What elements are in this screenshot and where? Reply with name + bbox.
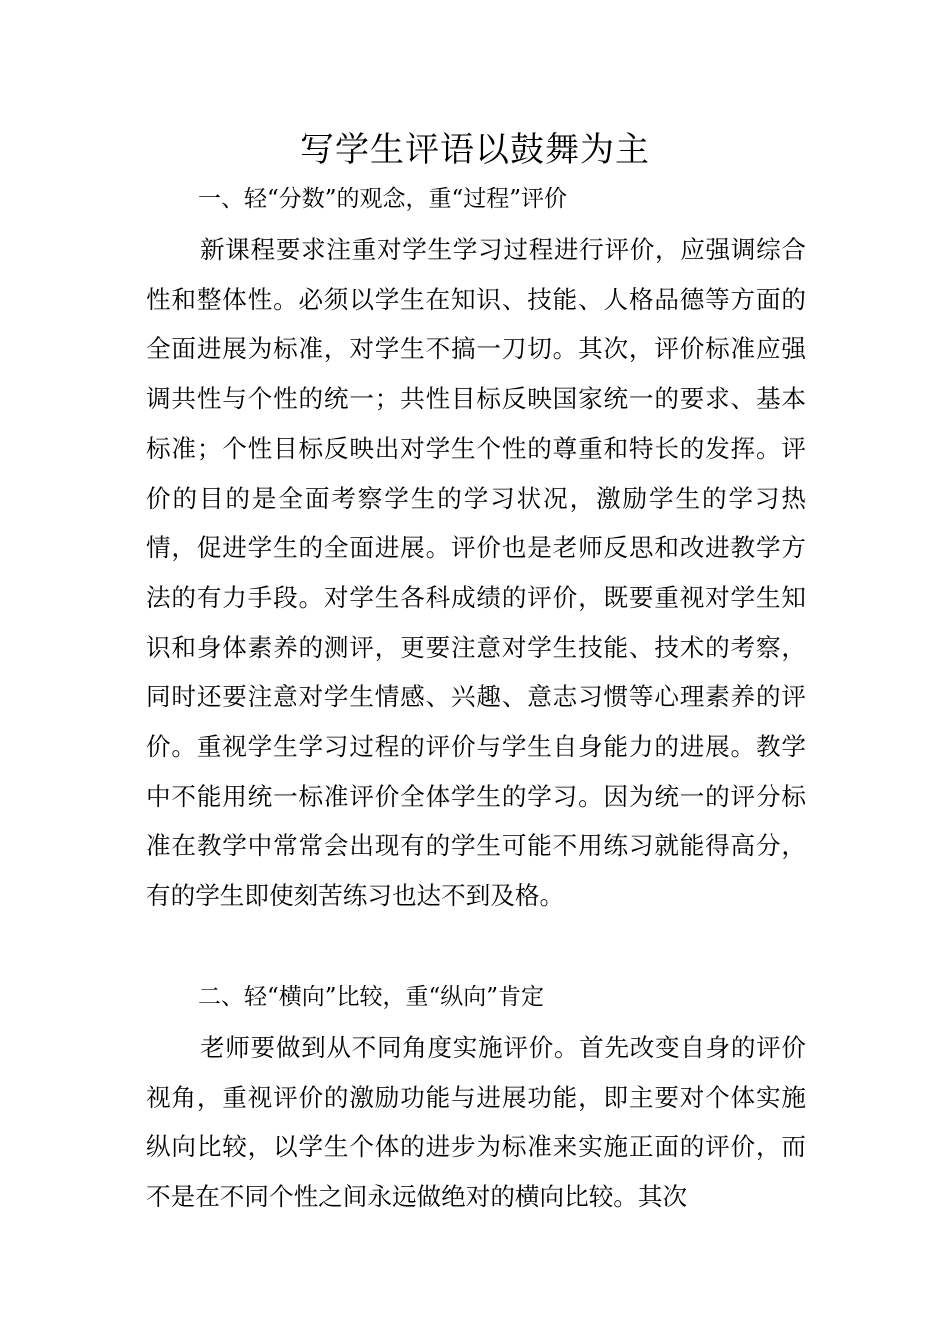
section-heading-1: 一、轻“分数”的观念，重“过程”评价 <box>198 186 568 212</box>
document-title: 写学生评语以鼓舞为主 <box>300 130 650 170</box>
section-paragraph-1: 新课程要求注重对学生学习过程进行评价，应强调综合性和整体性。必须以学生在知识、技能、人格品德等方面的全面进展为标准，对学生不搞一刀切。其次，评价标准应强调共性与个性的统一；共性目标反映国家统一的要求、基本标准；个性目标反映出对学生个性的尊重和特长的发挥。评价的目的是全面考察学生的学习状况，激励学生的学习热情，促进学生的全面进展。评价也是老师反思和改进教学方法的有力手段。对学生各科成绩的评价，既要重视对学生知识和身体素养的测评，更要注意对学生技能、技术的考察，同时还要注意对学生情感、兴趣、意志习惯等心理素养的评价。重视学生学习过程的评价与学生自身能力的进展。教学中不能用统一标准评价全体学生的学习。因为统一的评分标准在教学中常常会出现有的学生可能不用练习就能得高分，有的学生即使刻苦练习也达不到及格。 <box>146 235 806 911</box>
section-paragraph-2: 老师要做到从不同角度实施评价。首先改变自身的评价视角，重视评价的激励功能与进展功能，即主要对个体实施纵向比较，以学生个体的进步为标准来实施正面的评价，而不是在不同个性之间永远做绝对的横向比较。其次 <box>146 1033 806 1212</box>
section-heading-2: 二、轻“横向”比较，重“纵向”肯定 <box>198 984 545 1010</box>
